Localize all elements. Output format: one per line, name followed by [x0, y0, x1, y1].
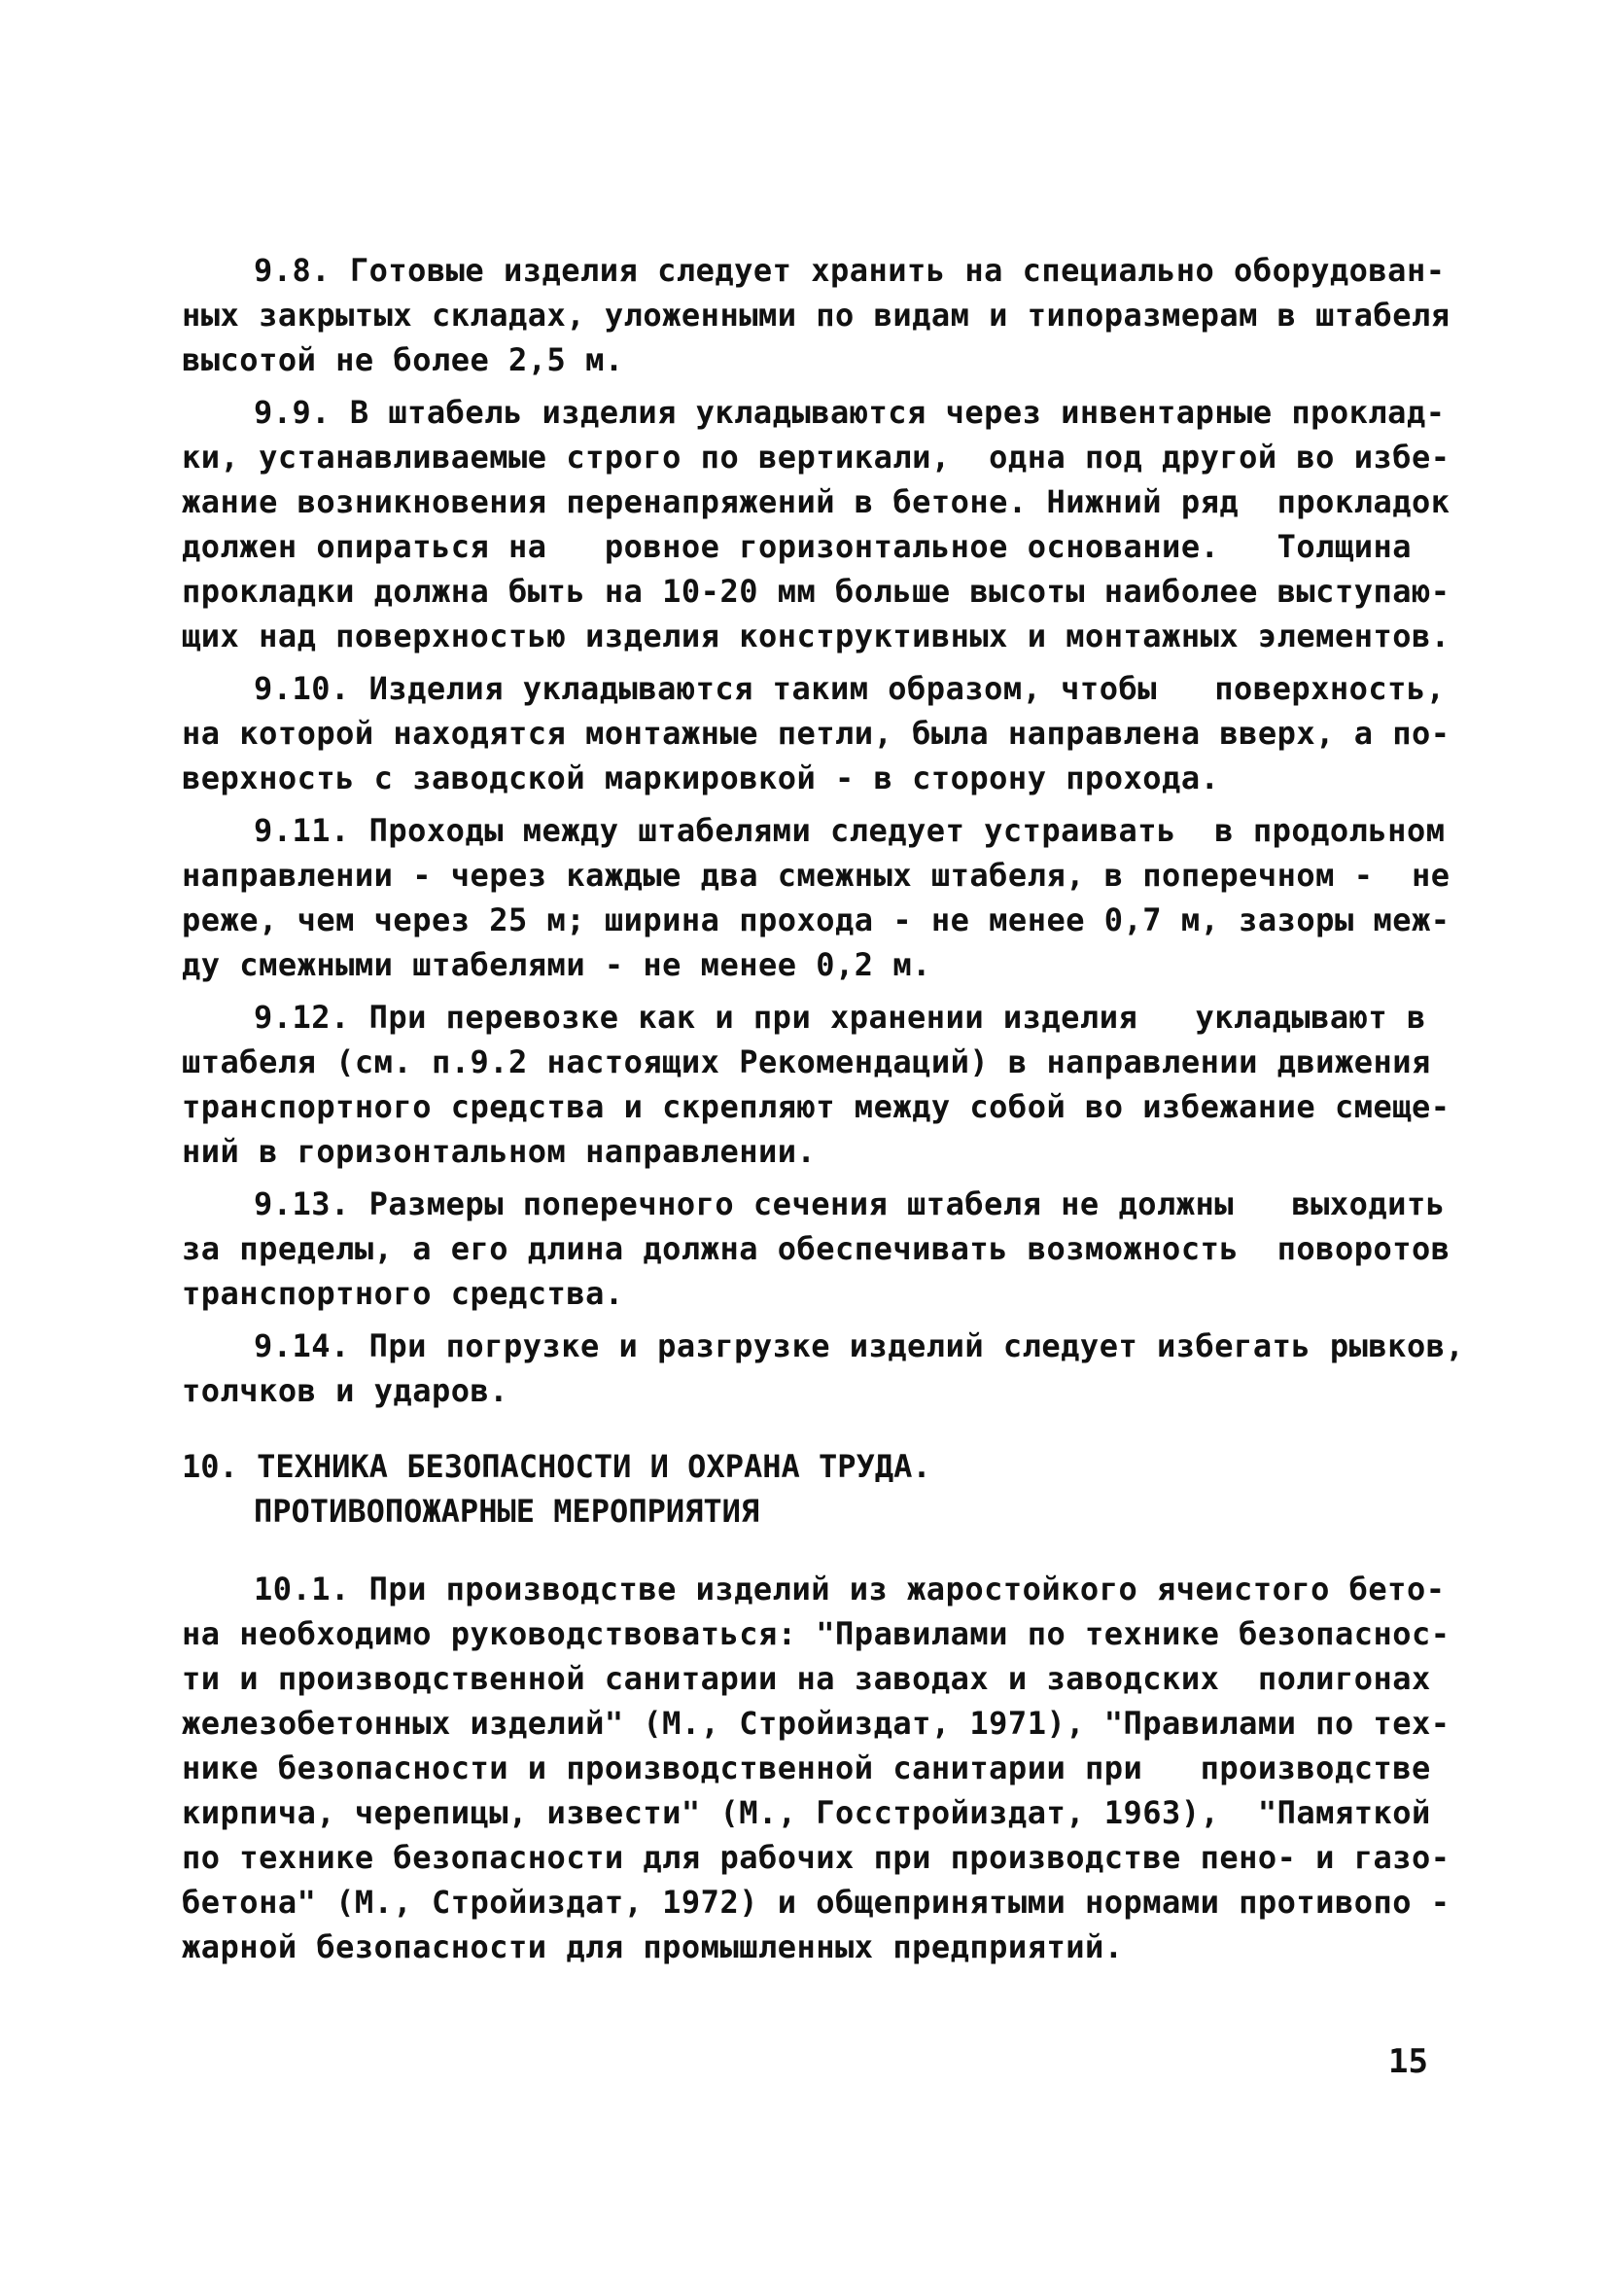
para-9-9-line-1: 9.9. В штабель изделия укладываются через инвентарные проклад-	[254, 394, 1446, 431]
section-heading-line-1: 10. ТЕХНИКА БЕЗОПАСНОСТИ И ОХРАНА ТРУДА.	[182, 1448, 931, 1485]
para-9-13-line-2: за пределы, а его длина должна обеспечивать возможность поворотов	[182, 1230, 1451, 1267]
para-9-9-line-6: щих над поверхностью изделия конструктивных и монтажных элементов.	[182, 618, 1451, 654]
para-9-11-line-1: 9.11. Проходы между штабелями следует устраивать в продольном	[254, 812, 1446, 849]
para-10-1-line-6: кирпича, черепицы, извести" (М., Госстройиздат, 1963), "Памяткой	[182, 1794, 1431, 1831]
para-9-14-line-2: толчков и ударов.	[182, 1372, 509, 1409]
para-10-1-line-9: жарной безопасности для промышленных предприятий.	[182, 1928, 1124, 1965]
para-9-10-line-2: на которой находятся монтажные петли, была направлена вверх, а по-	[182, 715, 1451, 752]
para-9-13-line-3: транспортного средства.	[182, 1275, 624, 1312]
para-9-11-line-4: ду смежными штабелями - не менее 0,2 м.	[182, 946, 931, 983]
page-number: 15	[1388, 2042, 1428, 2081]
para-9-12-line-2: штабеля (см. п.9.2 настоящих Рекомендаций) в направлении движения	[182, 1043, 1431, 1080]
para-10-1-line-4: железобетонных изделий" (М., Стройиздат, 1971), "Правилами по тех-	[182, 1705, 1451, 1742]
para-9-12-line-1: 9.12. При перевозке как и при хранении изделия укладывают в	[254, 999, 1426, 1036]
para-9-9-line-5: прокладки должна быть на 10-20 мм больше высоты наиболее выступаю-	[182, 573, 1451, 610]
para-10-1-line-5: нике безопасности и производственной санитарии при производстве	[182, 1749, 1431, 1786]
para-10-1-line-7: по технике безопасности для рабочих при производстве пено- и газо-	[182, 1839, 1451, 1876]
para-9-12-line-4: ний в горизонтальном направлении.	[182, 1133, 817, 1170]
para-10-1-line-8: бетона" (М., Стройиздат, 1972) и общепринятыми нормами противопо -	[182, 1884, 1451, 1921]
para-10-1-line-1: 10.1. При производстве изделий из жаростойкого ячеистого бето-	[254, 1571, 1446, 1607]
para-9-14-line-1: 9.14. При погрузке и разгрузке изделий следует избегать рывков,	[254, 1327, 1465, 1364]
section-heading-line-2: ПРОТИВОПОЖАРНЫЕ МЕРОПРИЯТИЯ	[254, 1493, 760, 1530]
para-9-9-line-4: должен опираться на ровное горизонтальное основание. Толщина	[182, 528, 1412, 565]
para-10-1-line-3: ти и производственной санитарии на заводах и заводских полигонах	[182, 1660, 1431, 1697]
para-9-10-line-3: верхность с заводской маркировкой - в сторону прохода.	[182, 759, 1220, 796]
para-9-11-line-2: направлении - через каждые два смежных штабеля, в поперечном - не	[182, 857, 1451, 894]
para-9-10-line-1: 9.10. Изделия укладываются таким образом, чтобы поверхность,	[254, 670, 1446, 707]
para-9-8-line-1: 9.8. Готовые изделия следует хранить на специально оборудован-	[254, 252, 1446, 289]
para-9-11-line-3: реже, чем через 25 м; ширина прохода - не менее 0,7 м, зазоры меж-	[182, 901, 1451, 938]
para-9-8-line-2: ных закрытых складах, уложенными по видам и типоразмерам в штабеля	[182, 297, 1451, 334]
para-9-12-line-3: транспортного средства и скрепляют между собой во избежание смеще-	[182, 1088, 1451, 1125]
para-9-13-line-1: 9.13. Размеры поперечного сечения штабеля не должны выходить	[254, 1185, 1446, 1222]
para-9-9-line-2: ки, устанавливаемые строго по вертикали, одна под другой во избе-	[182, 439, 1451, 476]
para-10-1-line-2: на необходимо руководствоваться: "Правилами по технике безопаснос-	[182, 1615, 1451, 1652]
para-9-8-line-3: высотой не более 2,5 м.	[182, 341, 624, 378]
para-9-9-line-3: жание возникновения перенапряжений в бетоне. Нижний ряд прокладок	[182, 483, 1451, 520]
